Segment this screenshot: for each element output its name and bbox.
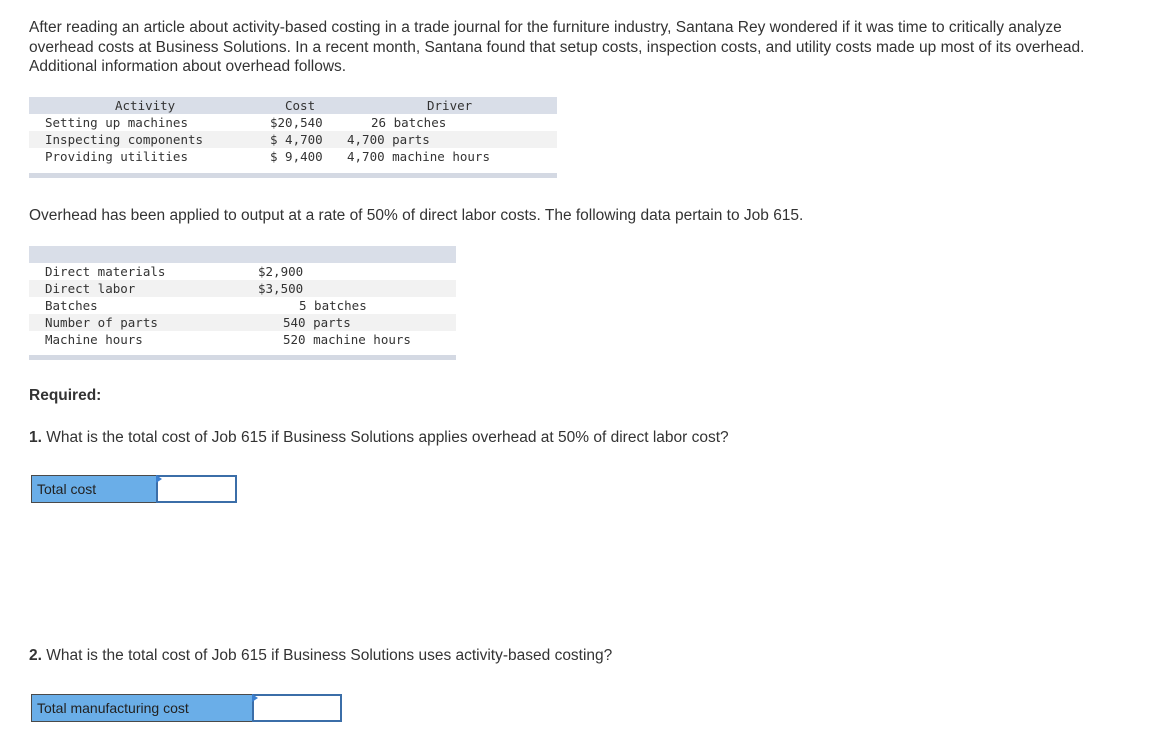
activity-row-3-activity: Providing utilities bbox=[45, 149, 188, 164]
total-cost-input[interactable] bbox=[156, 475, 237, 503]
activity-row-2-cost: $ 4,700 bbox=[270, 132, 323, 147]
total-manufacturing-cost-input-wrap bbox=[252, 694, 342, 722]
input-flag-icon bbox=[156, 475, 162, 483]
required-heading: Required: bbox=[29, 387, 102, 404]
job-row-5-value: 520 machine hours bbox=[283, 332, 411, 347]
activity-row-1-activity: Setting up machines bbox=[45, 115, 188, 130]
job-row-4-value: 540 parts bbox=[283, 315, 351, 330]
activity-table-footer-band bbox=[29, 173, 557, 178]
activity-row-3-cost: $ 9,400 bbox=[270, 149, 323, 164]
activity-row-3-driver: 4,700 machine hours bbox=[347, 149, 490, 164]
header-cost: Cost bbox=[285, 98, 316, 113]
overhead-paragraph: Overhead has been applied to output at a rate of 50% of direct labor costs. The following data pertain to Job 615. bbox=[29, 207, 804, 224]
job-row-3-label: Batches bbox=[45, 298, 98, 313]
job-row-3-value: 5 batches bbox=[299, 298, 367, 313]
question-2-number: 2. bbox=[29, 647, 42, 664]
question-1-number: 1. bbox=[29, 429, 42, 446]
activity-row-1-cost: $20,540 bbox=[270, 115, 323, 130]
question-2 bbox=[29, 646, 612, 665]
activity-row-2-driver: 4,700 parts bbox=[347, 132, 430, 147]
job-row-1-label: Direct materials bbox=[45, 264, 166, 279]
total-cost-input-wrap bbox=[156, 475, 237, 503]
input-flag-icon bbox=[252, 694, 258, 702]
activity-row-1-driver: 26 batches bbox=[371, 115, 447, 130]
total-cost-label: Total cost bbox=[31, 475, 156, 503]
job-row-5-label: Machine hours bbox=[45, 332, 143, 347]
job-row-4-label: Number of parts bbox=[45, 315, 158, 330]
job-table bbox=[29, 246, 456, 362]
job-row-2-value: $3,500 bbox=[258, 281, 304, 296]
question-1 bbox=[29, 428, 729, 447]
job-row-1-value: $2,900 bbox=[258, 264, 304, 279]
activity-row-2-activity: Inspecting components bbox=[45, 132, 204, 147]
job-table-header-band bbox=[29, 246, 456, 263]
job-table-footer-band bbox=[29, 355, 456, 360]
total-manufacturing-cost-input[interactable] bbox=[252, 694, 342, 722]
job-row-2-label: Direct labor bbox=[45, 281, 136, 296]
header-driver: Driver bbox=[427, 98, 473, 113]
activity-table bbox=[29, 97, 557, 180]
question-2-text: What is the total cost of Job 615 if Business Solutions uses activity-based costing? bbox=[46, 647, 613, 664]
question-1-text: What is the total cost of Job 615 if Business Solutions applies overhead at 50% of direct labor cost? bbox=[46, 429, 729, 446]
intro-paragraph: After reading an article about activity-based costing in a trade journal for the furniture industry, Santana Rey wondered if it was time to critically analyze overhead costs at Business Solutions. In a recent month, Santana found that setup costs, inspection costs, and utility costs made up most of its overhead. Additional information about overhead follows. bbox=[29, 19, 1085, 75]
header-activity: Activity bbox=[115, 98, 176, 113]
total-manufacturing-cost-label: Total manufacturing cost bbox=[31, 694, 252, 722]
